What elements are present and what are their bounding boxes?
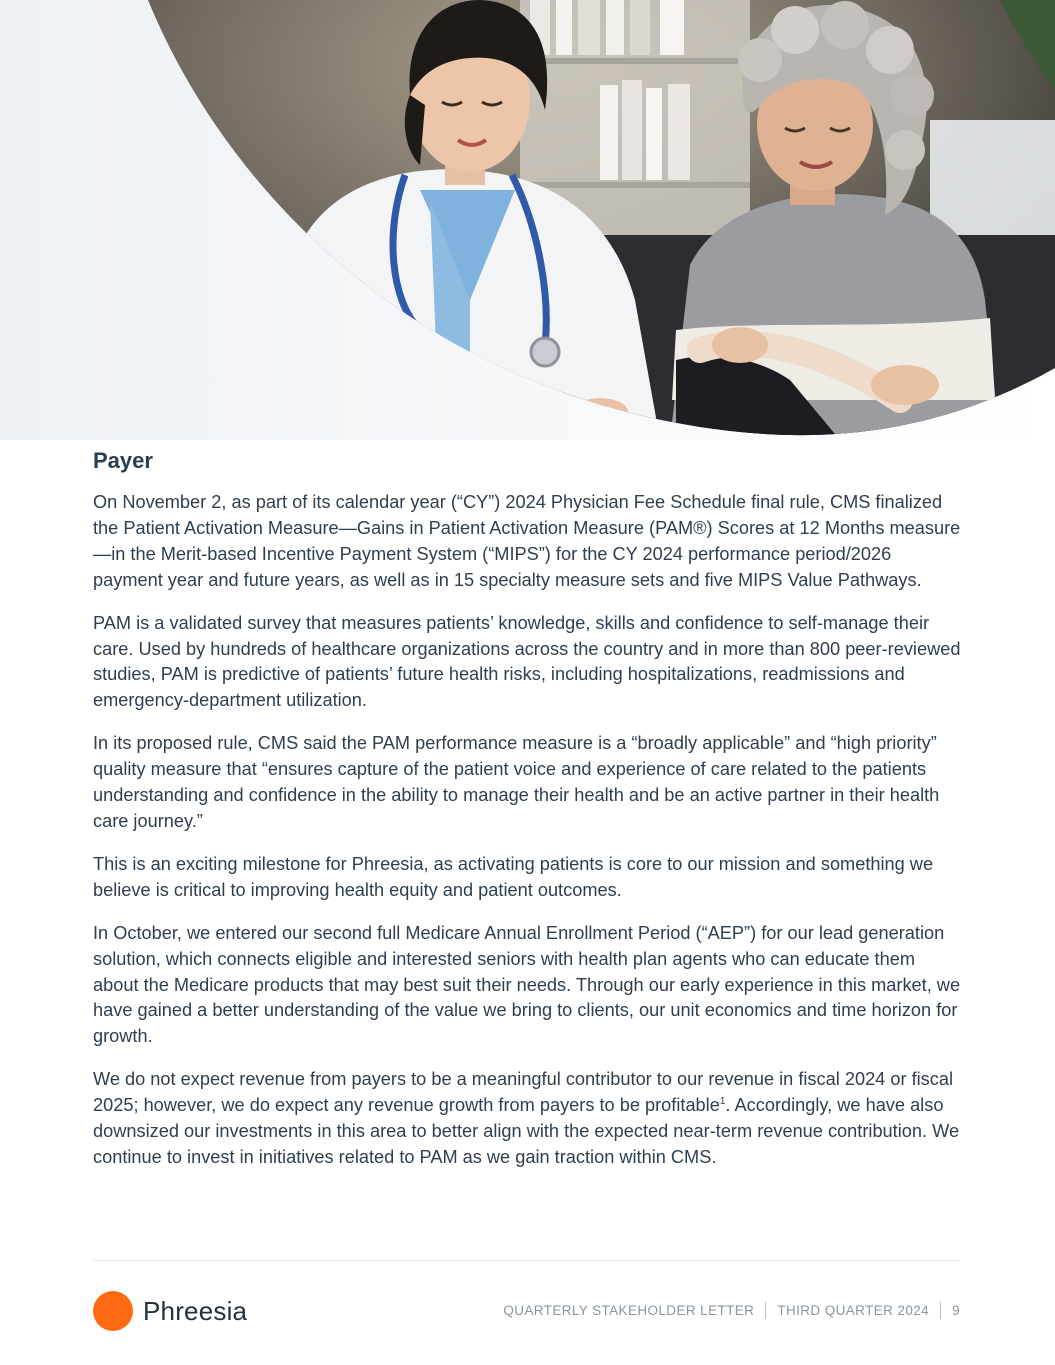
hero-photo-illustration — [0, 0, 1055, 440]
brand-logo-circle-icon — [93, 1291, 133, 1331]
paragraph-aep: In October, we entered our second full Medicare Annual Enrollment Period (“AEP”) for our lead generation solution, which connects eligible and interested seniors with health plan agents who can educate them about the Medicare products that may best suit their needs. Through our early experience in this market, we have gained a better understanding of the value we bring to clients, our unit economics and time horizon for growth. — [93, 922, 961, 1047]
publication-period: THIRD QUARTER 2024 — [777, 1303, 930, 1318]
payer-revenue-text-a: We do not expect revenue from payers to be a meaningful contributor to our revenue in fiscal 2024 or fiscal 2025; however, we do expect any revenue growth from payers to be profitable — [93, 1069, 954, 1116]
paragraph-milestone: This is an exciting milestone for Phreesia, as activating patients is core to our mission and something we believe is critical to improving health equity and patient outcomes. — [93, 853, 934, 900]
paragraph-proposed-rule: In its proposed rule, CMS said the PAM performance measure is a “broadly applicable” and “high priority” quality measure that “ensures capture of the patient voice and experience of care related to the patients understanding and confidence in the ability to manage their health and be an active partner in their health care journey.” — [93, 733, 940, 831]
paragraph-pam-finalized: On November 2, as part of its calendar year (“CY”) 2024 Physician Fee Schedule final rule, CMS finalized the Patient Activation Measure—Gains in Patient Activation Measure (PAM®) Scores at 12 Months measure—in the Merit-based Incentive Payment System (“MIPS”) for the CY 2024 performance period/2026 payment year and future years, as well as in 15 specialty measure sets and five MIPS Value Pathways. — [93, 492, 961, 590]
brand-name: Phreesia — [143, 1295, 248, 1326]
page-number: 9 — [952, 1303, 960, 1318]
footer-separator — [940, 1302, 941, 1319]
footer-meta — [503, 1302, 960, 1319]
brand-logo — [93, 1291, 247, 1331]
hero-image — [0, 0, 1055, 440]
paragraph-payer-revenue — [93, 1067, 963, 1171]
article-section — [93, 446, 963, 1188]
paragraph-pam-survey: PAM is a validated survey that measures patients’ knowledge, skills and confidence to self-manage their care. Used by hundreds of healthcare organizations across the country and in more than 800 peer-reviewed studies, PAM is predictive of patients’ future health risks, including hospitalizations, readmissions and emergency-department utilization. — [93, 612, 961, 711]
footnote-marker: 1 — [719, 1096, 726, 1108]
footer-separator — [765, 1302, 766, 1319]
section-heading: Payer — [93, 448, 153, 473]
payer-revenue-text-b: . Accordingly, we have also downsized our investments in this area to better align with the expected near-term revenue contribution. We continue to invest in initiatives related to PAM as we gain traction within CMS. — [93, 1095, 960, 1167]
publication-title: QUARTERLY STAKEHOLDER LETTER — [503, 1303, 755, 1318]
footer-divider — [93, 1260, 960, 1261]
